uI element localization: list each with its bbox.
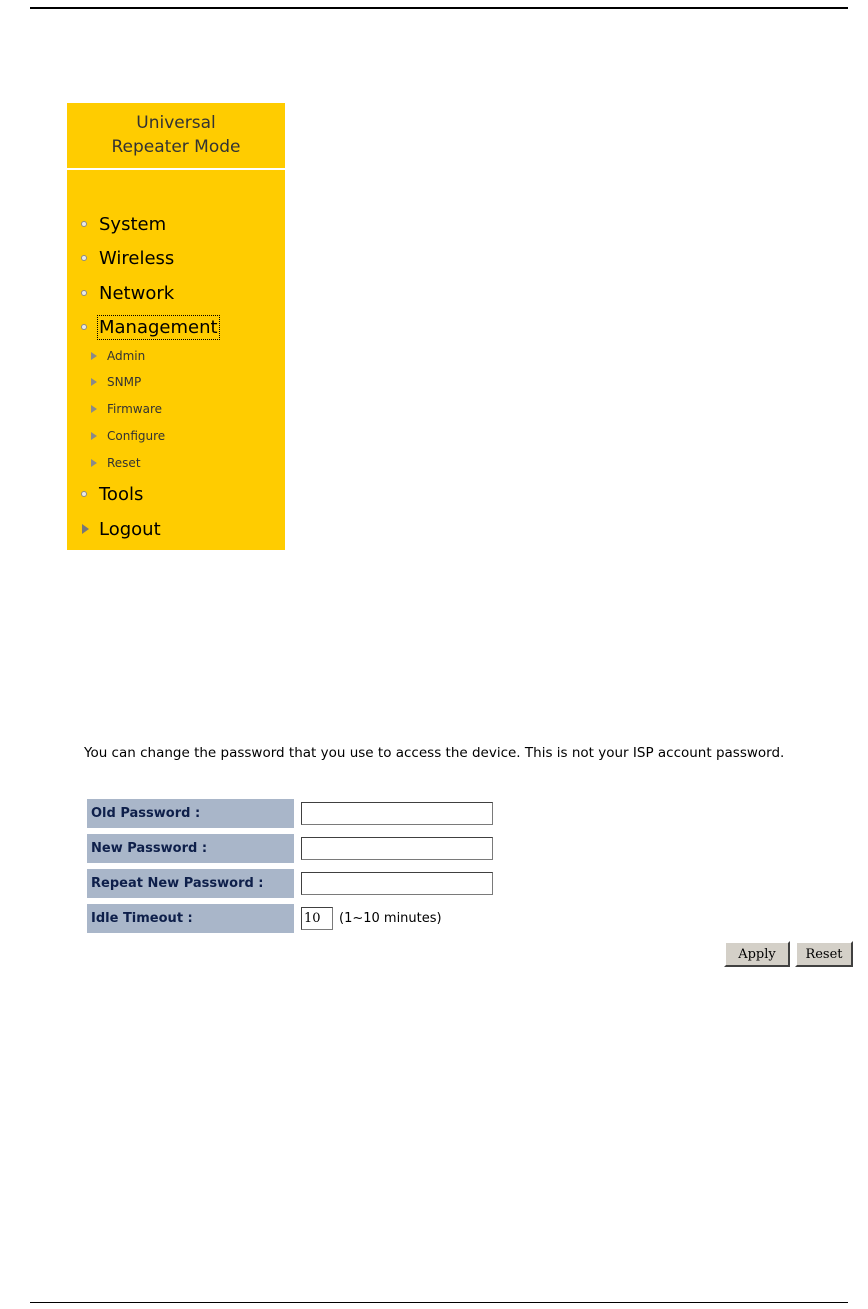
- triangle-right-icon: [91, 378, 97, 386]
- triangle-right-icon: [91, 459, 97, 467]
- new-password-label: New Password :: [87, 834, 294, 863]
- apply-button[interactable]: Apply: [724, 941, 790, 967]
- password-intro-text: You can change the password that you use to access the device. This is not your ISP account password.: [84, 745, 785, 761]
- menu-item-logout[interactable]: [81, 517, 161, 541]
- menu-item-management[interactable]: [81, 315, 218, 339]
- menu-item-tools[interactable]: [81, 482, 143, 506]
- submenu-item-label: Reset: [107, 456, 141, 470]
- bullet-icon: [81, 221, 87, 227]
- submenu-item-configure[interactable]: [91, 427, 165, 445]
- bullet-icon: [81, 255, 87, 261]
- idle-timeout-field[interactable]: [301, 907, 333, 930]
- idle-timeout-label: Idle Timeout :: [87, 904, 294, 933]
- sidebar-title-line2: Repeater Mode: [111, 137, 241, 157]
- menu-item-label: Wireless: [99, 247, 175, 269]
- repeat-password-label: Repeat New Password :: [87, 869, 294, 898]
- submenu-item-firmware[interactable]: [91, 400, 162, 418]
- triangle-right-icon: [82, 524, 89, 534]
- bullet-icon: [81, 491, 87, 497]
- menu-item-label: Tools: [99, 483, 144, 505]
- submenu-item-label: SNMP: [107, 375, 142, 389]
- menu-item-label: Management: [99, 316, 218, 338]
- page-bottom-rule: [30, 1302, 848, 1303]
- submenu-item-reset[interactable]: [91, 454, 141, 472]
- new-password-field[interactable]: [301, 837, 493, 860]
- page-top-rule: [30, 7, 848, 9]
- triangle-right-icon: [91, 432, 97, 440]
- menu-item-label: System: [99, 213, 167, 235]
- submenu-item-admin[interactable]: [91, 347, 145, 365]
- submenu-item-label: Firmware: [107, 402, 162, 416]
- sidebar-mode-title: [67, 111, 285, 159]
- idle-timeout-hint: (1~10 minutes): [339, 911, 442, 926]
- menu-item-system[interactable]: [81, 212, 166, 236]
- sidebar-divider: [67, 168, 285, 170]
- sidebar-title-line1: Universal: [136, 113, 216, 133]
- repeat-password-field[interactable]: [301, 872, 493, 895]
- menu-item-network[interactable]: [81, 281, 174, 305]
- bullet-icon: [81, 324, 87, 330]
- triangle-right-icon: [91, 352, 97, 360]
- reset-button[interactable]: Reset: [795, 941, 853, 967]
- menu-item-wireless[interactable]: [81, 246, 174, 270]
- submenu-item-label: Configure: [107, 429, 166, 443]
- menu-item-label: Logout: [99, 518, 161, 540]
- menu-item-label: Network: [99, 282, 175, 304]
- submenu-item-snmp[interactable]: [91, 373, 141, 391]
- old-password-field[interactable]: [301, 802, 493, 825]
- bullet-icon: [81, 290, 87, 296]
- sidebar-menu: [67, 103, 285, 550]
- submenu-item-label: Admin: [107, 349, 146, 363]
- triangle-right-icon: [91, 405, 97, 413]
- old-password-label: Old Password :: [87, 799, 294, 828]
